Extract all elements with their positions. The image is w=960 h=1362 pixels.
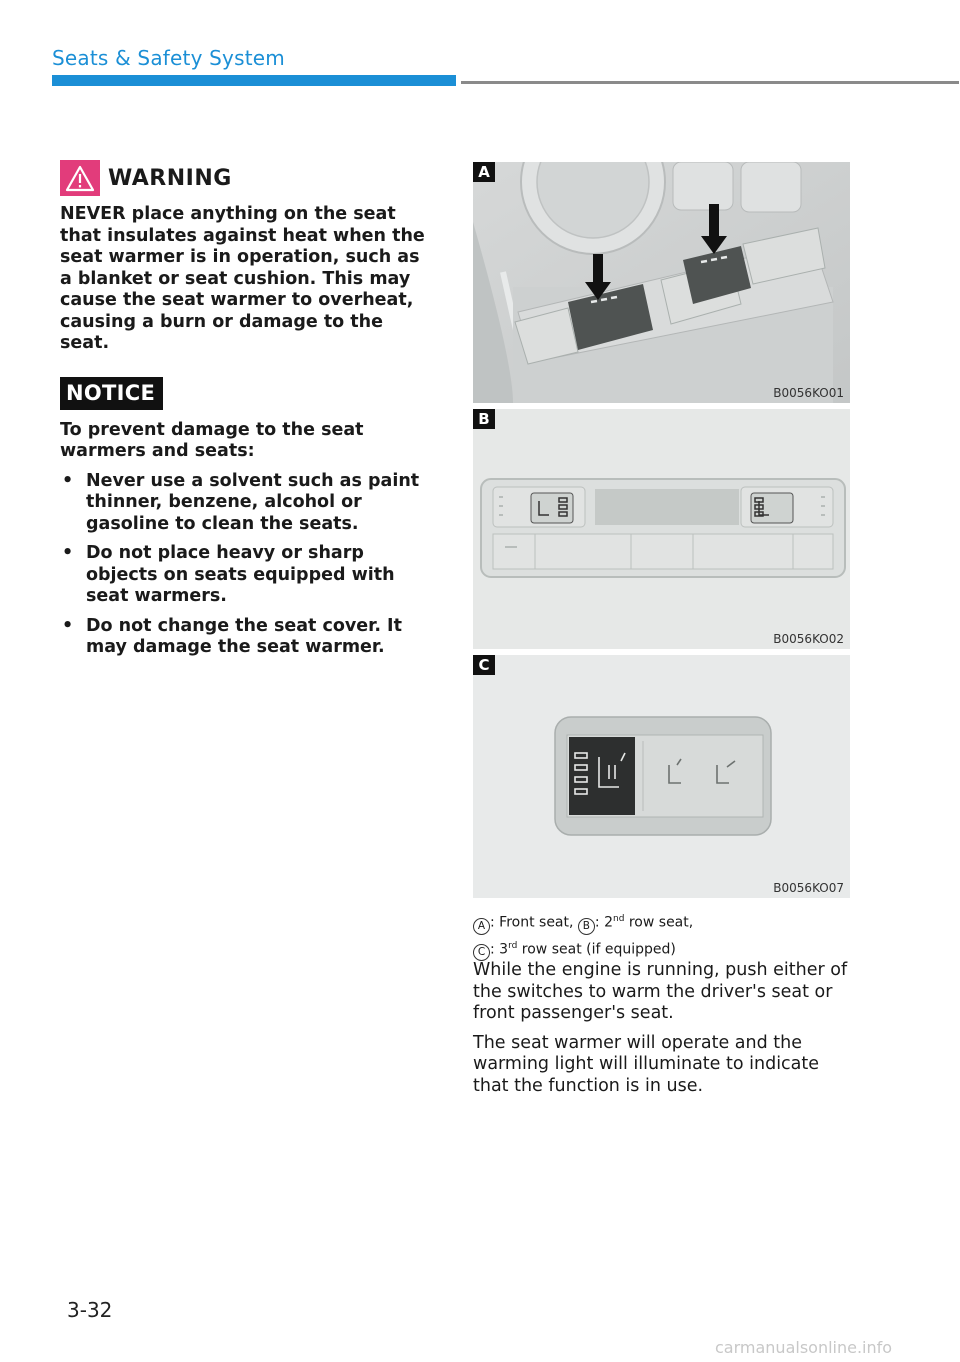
figure-letter: C — [473, 655, 495, 675]
circled-letter: B — [578, 918, 595, 935]
section-title: Seats & Safety System — [52, 46, 285, 70]
figure-a — [473, 162, 850, 403]
left-column — [60, 158, 436, 667]
figure-c — [473, 655, 850, 898]
notice-tag: NOTICE — [60, 377, 163, 410]
second-row-panel-illustration — [473, 409, 850, 649]
notice-bullet: • Never use a solvent such as paint thinner, benzene, alcohol or gasoline to clean the seats. — [60, 471, 436, 536]
figure-b — [473, 409, 850, 649]
warning-triangle-icon — [60, 160, 100, 196]
circled-letter: A — [473, 918, 490, 935]
notice-intro: To prevent damage to the seat warmers and seats: — [60, 419, 364, 461]
body-paragraph: While the engine is running, push either of the switches to warm the driver's seat or front passenger's seat. — [473, 960, 848, 1023]
caption-line-1 — [473, 908, 853, 935]
warning-heading — [60, 158, 436, 198]
warning-title: WARNING — [108, 165, 232, 191]
caption-superscript: rd — [508, 940, 518, 951]
figure-code: B0056KO07 — [773, 881, 844, 895]
figure-code: B0056KO01 — [773, 386, 844, 400]
figure-letter: B — [473, 409, 495, 429]
caption-text: row seat (if equipped) — [517, 941, 676, 958]
figure-caption — [473, 908, 853, 961]
notice-bullet: • Do not change the seat cover. It may damage the seat warmer. — [60, 616, 436, 659]
notice-bullet-list — [60, 471, 436, 659]
figure-code: B0056KO02 — [773, 632, 844, 646]
caption-text: : 3 — [490, 941, 509, 958]
third-row-panel-illustration — [473, 655, 850, 898]
caption-text: : Front seat, — [490, 914, 578, 931]
notice-bullet: • Do not place heavy or sharp objects on seats equipped with seat warmers. — [60, 543, 436, 608]
body-text — [473, 960, 853, 1105]
circled-letter: C — [473, 944, 490, 961]
header-accent-bar — [52, 75, 456, 86]
watermark: carmanualsonline.info — [715, 1338, 893, 1357]
warning-text: NEVER place anything on the seat that insulates against heat when the seat warmer is in operation, such as a blanket or seat cushion. This may cause the seat warmer to overheat, causing a burn or damage to the seat. — [60, 204, 425, 353]
header-divider-line — [461, 81, 959, 84]
caption-line-2 — [473, 935, 853, 962]
front-seat-console-illustration — [473, 162, 850, 403]
caption-text: : 2 — [594, 914, 613, 931]
figure-letter: A — [473, 162, 495, 182]
page-number: 3-32 — [67, 1298, 113, 1322]
caption-superscript: nd — [612, 914, 625, 924]
body-paragraph: The seat warmer will operate and the warming light will illuminate to indicate that the function is in use. — [473, 1032, 820, 1096]
caption-text: row seat, — [624, 914, 694, 931]
